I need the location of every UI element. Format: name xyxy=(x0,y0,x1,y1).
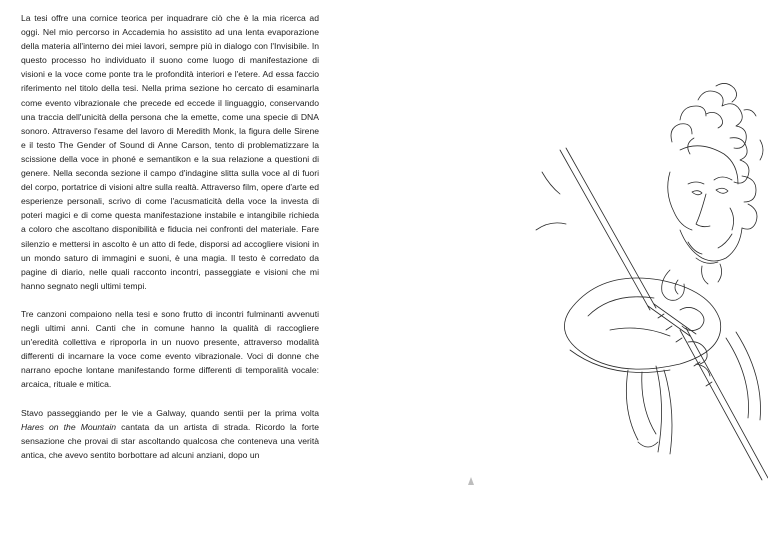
paragraph-3-lead: Stavo passeggiando per le vie a Galway, quando sentii per la prima volta xyxy=(21,407,319,418)
triangle-mark-icon xyxy=(468,477,474,485)
paragraph-3 xyxy=(21,406,319,462)
body-text-column xyxy=(21,11,319,462)
paragraph-2: Tre canzoni compaiono nella tesi e sono frutto di incontri fulminanti avvenuti negli ultimi anni. Canti che in comune hanno la qualità di raccogliere un'eredità collettiva e riproporla in un nuovo presente, attraverso modalità differenti di incarnare la voce come evento vibrazionale. Voci di donne che narrano epoche lontane manifestando forme differenti di temporalità vocale: arcaica, rituale e mitica. xyxy=(21,308,319,390)
paragraph-3-rest: cantata da un artista di strada. Ricordo la forte sensazione che provai di star ascoltando qualcosa che conteneva una verità antica, che avevo sentito borbottare ad alcuni anziani, dopo un xyxy=(21,421,319,460)
line-drawing-figure-with-flute-icon xyxy=(530,80,768,500)
song-title: Hares on the Mountain xyxy=(21,421,117,432)
paragraph-1: La tesi offre una cornice teorica per inquadrare ciò che è la mia ricerca ad oggi. Nel mio percorso in Accademia ho assistito ad una lenta evaporazione della materia all'interno dei miei lavori, sempre più in dialogo con l'Invisibile. In questo processo ho individuato il suono come luogo di manifestazione di visioni e la voce come ponte tra le profondità interiori e l'etere. Ad essa faccio riferimento nel titolo della tesi. Nella prima sezione ho cercato di esaminarla come evento vibrazionale che precede ed eccede il linguaggio, conservando una traccia dell'unicità della persona che la emette, come una specie di DNA sonoro. Attraverso l'esame del lavoro di Meredith Monk, la figura delle Sirene e il testo The Gender of Sound di Anne Carson, tento di problematizzare la scissione della voce in phoné e semantikon e la sua relazione a questioni di genere. Nella seconda sezione il campo d'indagine slitta sulla voce al di fuori del corpo, portatrice di visioni altre sulla realtà. Attraverso film, opere d'arte ed esperienze personali, scrivo di come l'acusmaticità della voce la investa di poteri magici e di come questa manifestazione instabile e intangibile richieda a coloro che ascoltano disponibilità e fiducia nei confronti del materiale. Fare silenzio e mettersi in ascolto è un atto di fede, disporsi ad accogliere visioni in un mondo saturo di immagini e suoni, è una magia. Il testo è corredato da pagine di diario, nelle quali racconto incontri, passeggiate e visioni che mi hanno segnato negli ultimi tempi. xyxy=(21,13,319,291)
